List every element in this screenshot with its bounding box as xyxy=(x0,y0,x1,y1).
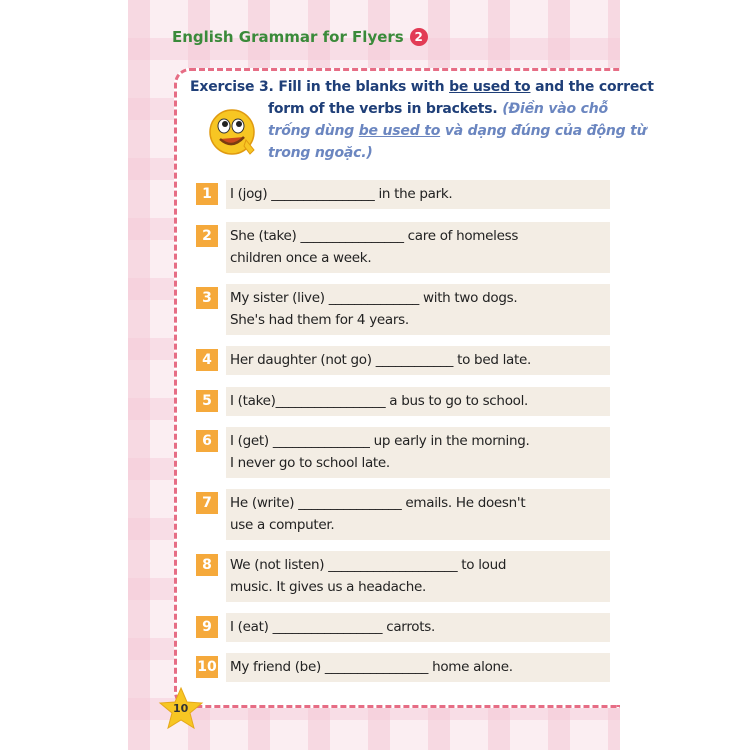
item-number: 5 xyxy=(196,390,218,412)
list-item xyxy=(196,284,610,335)
instruction-vn-line4: trong ngoặc.) xyxy=(268,145,373,161)
page-number: 10 xyxy=(173,702,189,715)
item-text xyxy=(226,489,610,540)
item-line: He (write) ________________ emails. He doesn't xyxy=(230,495,526,511)
item-text xyxy=(226,551,610,602)
item-number: 1 xyxy=(196,183,218,205)
list-item xyxy=(196,180,610,209)
item-line: Her daughter (not go) ____________ to bed late. xyxy=(230,352,532,368)
item-line: I (jog) ________________ in the park. xyxy=(230,186,453,202)
item-text xyxy=(226,346,610,375)
item-text xyxy=(226,387,610,416)
item-text xyxy=(226,284,610,335)
item-number: 6 xyxy=(196,430,218,452)
item-text xyxy=(226,222,610,273)
instruction-line1-pre: Fill in the blanks with xyxy=(278,79,450,95)
book-title xyxy=(172,28,428,46)
item-number: 9 xyxy=(196,616,218,638)
instruction-vn-line3-post: và dạng đúng của động từ xyxy=(440,123,647,139)
item-text xyxy=(226,180,610,209)
item-line: She (take) ________________ care of homeless xyxy=(230,228,519,244)
item-text xyxy=(226,613,610,642)
item-number: 4 xyxy=(196,349,218,371)
list-item xyxy=(196,613,610,642)
instruction-line2: form of the verbs in brackets. xyxy=(268,101,498,117)
item-line: children once a week. xyxy=(230,250,372,266)
item-number: 3 xyxy=(196,287,218,309)
instruction-vn-line2: (Điền vào chỗ xyxy=(497,101,608,117)
thinking-face-icon xyxy=(206,106,262,162)
item-number: 7 xyxy=(196,492,218,514)
exercise-label: Exercise 3. xyxy=(190,79,274,95)
item-line: We (not listen) ____________________ to loud xyxy=(230,557,507,573)
list-item xyxy=(196,346,610,375)
item-line: I (eat) _________________ carrots. xyxy=(230,619,435,635)
level-badge: 2 xyxy=(410,28,428,46)
instruction-keyword: be used to xyxy=(449,79,531,95)
instruction-line1-post: and the correct xyxy=(530,79,654,95)
item-line: use a computer. xyxy=(230,517,335,533)
list-item xyxy=(196,653,610,682)
list-item xyxy=(196,489,610,540)
instruction-vn-keyword: be used to xyxy=(358,123,441,139)
item-number: 10 xyxy=(196,656,218,678)
book-title-text: English Grammar for Flyers xyxy=(172,28,404,46)
item-line: I never go to school late. xyxy=(230,455,390,471)
item-number: 2 xyxy=(196,225,218,247)
list-item xyxy=(196,427,610,478)
item-line: music. It gives us a headache. xyxy=(230,579,426,595)
item-text xyxy=(226,653,610,682)
item-text xyxy=(226,427,610,478)
item-number: 8 xyxy=(196,554,218,576)
item-line: My sister (live) ______________ with two dogs. xyxy=(230,290,518,306)
list-item xyxy=(196,222,610,273)
item-line: She's had them for 4 years. xyxy=(230,312,409,328)
item-line: I (get) _______________ up early in the morning. xyxy=(230,433,530,449)
list-item xyxy=(196,551,610,602)
item-line: My friend (be) ________________ home alone. xyxy=(230,659,513,675)
item-line: I (take)_________________ a bus to go to school. xyxy=(230,393,529,409)
list-item xyxy=(196,387,610,416)
instruction-vn-line3-pre: trống dùng xyxy=(268,123,359,139)
